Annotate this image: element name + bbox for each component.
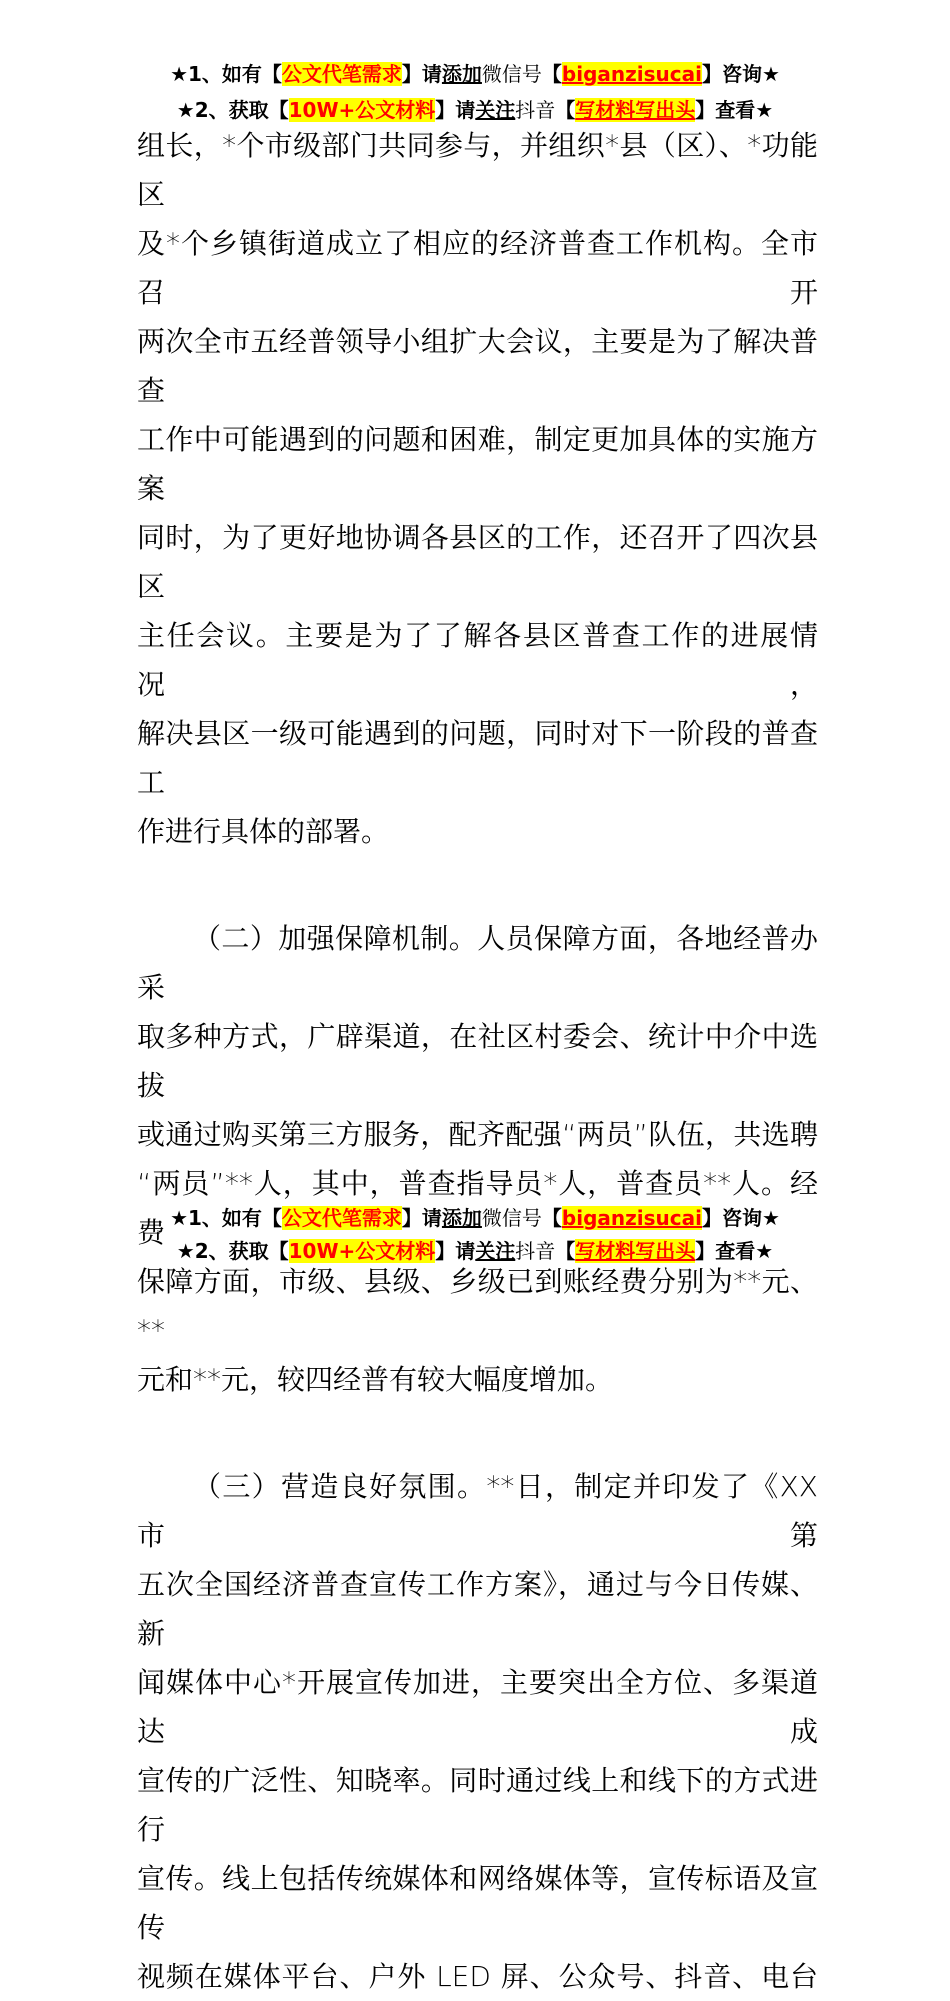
body-text-line: （二）加强保障机制。人员保障方面，各地经普办采 [137,922,818,1004]
body-text-line: 作进行具体的部署。 [137,815,390,848]
body-text-line: 元和**元，较四经普有较大幅度增加。 [137,1363,614,1396]
promo-text: 】咨询★ [702,62,780,86]
body-text-line: 及*个乡镇街道成立了相应的经济普查工作机构。全市召开 [137,227,818,309]
promo-wechat-id: biganzisucai [561,1206,702,1230]
body-text-line: 闻媒体中心*开展宣传加进，主要突出全方位、多渠道达成 [137,1666,818,1748]
promo-underline-follow: 关注 [475,98,516,122]
body-text-line: “两员”**人，其中，普查指导员*人，普查员**人。经费 [137,1167,818,1249]
promo-text: ★1、如有【 [170,62,282,86]
document-body [137,121,818,2001]
promo-highlight-materials: 10W+公文材料 [288,98,436,122]
body-text-line: 取多种方式，广辟渠道，在社区村委会、统计中介中选拔 [137,1020,818,1102]
body-text-line: 视频在媒体平台、户外 LED 屏、公众号、抖音、电台 [137,1960,818,1993]
promo-text: 】查看★ [695,1239,774,1263]
body-text-line: 两次全市五经普领导小组扩大会议，主要是为了解决普查 [137,325,818,407]
footer-promo-banner [0,1202,950,1268]
promo-underline-follow: 关注 [475,1239,516,1263]
promo-underline-add: 添加 [441,1206,482,1230]
body-text-line: 解决县区一级可能遇到的问题，同时对下一阶段的普查工 [137,717,818,799]
body-text-line: 或通过购买第三方服务，配齐配强“两员”队伍，共选聘 [137,1118,818,1151]
paragraph-1 [137,121,818,856]
promo-text: ★1、如有【 [170,1206,282,1230]
header-promo-line-1 [0,56,950,92]
promo-highlight-materials: 10W+公文材料 [288,1239,436,1263]
promo-underline-add: 添加 [441,62,482,86]
promo-wechat-id: biganzisucai [561,62,702,86]
promo-douyin-id: 写材料写出头 [575,1239,696,1263]
promo-text: 】请 [435,98,476,122]
body-text-line: 主任会议。主要是为了了解各县区普查工作的进展情况， [137,619,818,701]
footer-promo-line-1 [0,1202,950,1235]
promo-text: 微信号 [481,1206,542,1230]
paragraph-2 [137,914,818,1404]
footer-promo-line-2 [0,1235,950,1268]
promo-text: ★2、获取【 [176,98,289,122]
header-promo-banner [0,56,950,128]
paragraph-3 [137,1462,818,2001]
promo-douyin-id: 写材料写出头 [575,98,696,122]
body-text-line: 保障方面，市级、县级、乡级已到账经费分别为**元、** [137,1265,818,1347]
promo-text: 抖音 [515,1239,556,1263]
body-text-line: 组长，*个市级部门共同参与，并组织*县（区）、*功能区 [137,129,818,211]
promo-text: 】请 [401,62,442,86]
promo-text: 【 [555,98,576,122]
promo-text: 】咨询★ [702,1206,780,1230]
promo-highlight-service: 公文代笔需求 [281,62,402,86]
promo-text: 抖音 [515,98,556,122]
body-text-line: 宣传。线上包括传统媒体和网络媒体等，宣传标语及宣传 [137,1862,818,1944]
promo-text: 】请 [401,1206,442,1230]
promo-text: 】查看★ [695,98,774,122]
promo-highlight-service: 公文代笔需求 [281,1206,402,1230]
promo-text: 【 [541,1206,562,1230]
body-text-line: 五次全国经济普查宣传工作方案》，通过与今日传媒、新 [137,1568,818,1650]
promo-text: 微信号 [481,62,542,86]
promo-text: 【 [541,62,562,86]
body-text-line: 工作中可能遇到的问题和困难，制定更加具体的实施方案 [137,423,818,505]
body-text-line: 同时，为了更好地协调各县区的工作，还召开了四次县区 [137,521,818,603]
body-text-line: （三）营造良好氛围。**日，制定并印发了《XX 市第 [137,1470,818,1552]
promo-text: 【 [555,1239,576,1263]
promo-text: ★2、获取【 [176,1239,289,1263]
body-text-line: 宣传的广泛性、知晓率。同时通过线上和线下的方式进行 [137,1764,818,1846]
promo-text: 】请 [435,1239,476,1263]
